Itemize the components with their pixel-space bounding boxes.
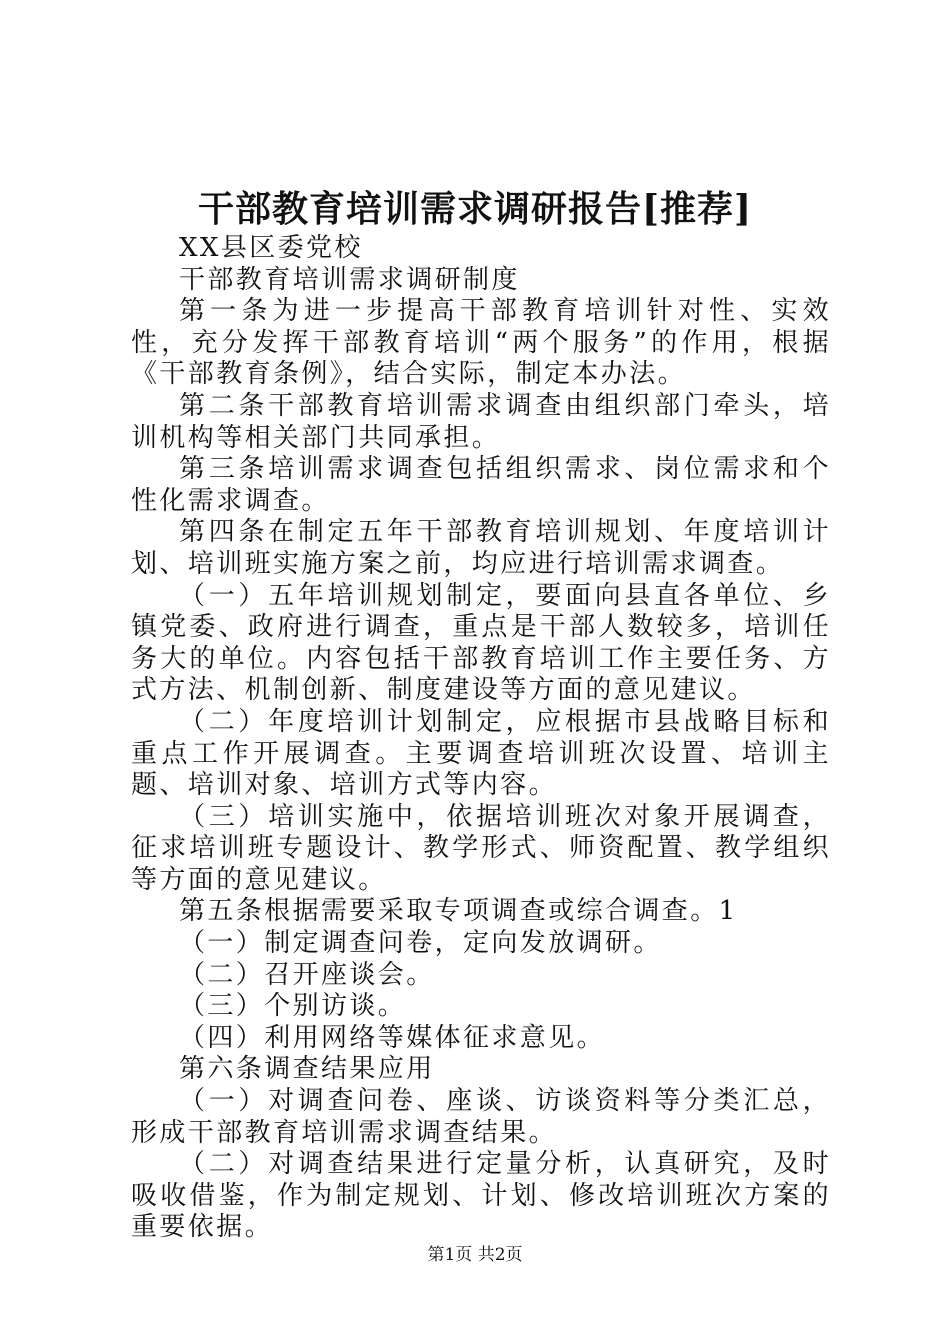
paragraph-article-1: 第一条为进一步提高干部教育培训针对性、实效性，充分发挥干部教育培训“两个服务”的作用，根据《干部教育条例》，结合实际，制定本办法。 bbox=[131, 296, 831, 390]
document-body bbox=[131, 233, 831, 1244]
page-footer: 第1页 共2页 bbox=[427, 1245, 523, 1265]
paragraph-article-5-item-4: （四）利用网络等媒体征求意见。 bbox=[179, 1022, 606, 1053]
paragraph-article-4: 第四条在制定五年干部教育培训规划、年度培训计划、培训班实施方案之前，均应进行培训需求调查。 bbox=[131, 517, 831, 579]
paragraph-article-5-item-3: （三）个别访谈。 bbox=[179, 991, 407, 1022]
paragraph-article-6-item-1: （一）对调查问卷、座谈、访谈资料等分类汇总，形成干部教育培训需求调查结果。 bbox=[131, 1086, 831, 1148]
paragraph-article-3: 第三条培训需求调查包括组织需求、岗位需求和个性化需求调查。 bbox=[131, 454, 831, 516]
document-title: 干部教育培训需求调研报告[推荐] bbox=[197, 188, 753, 230]
paragraph-article-5-item-1: （一）制定调查问卷，定向发放调研。 bbox=[179, 928, 662, 959]
paragraph-article-6: 第六条调查结果应用 bbox=[179, 1054, 435, 1085]
paragraph-article-5-item-2: （二）召开座谈会。 bbox=[179, 959, 435, 990]
paragraph-article-6-item-2: （二）对调查结果进行定量分析，认真研究，及时吸收借鉴，作为制定规划、计划、修改培训班次方案的重要依据。 bbox=[131, 1149, 831, 1243]
paragraph-article-4-item-1: （一）五年培训规划制定，要面向县直各单位、乡镇党委、政府进行调查，重点是干部人数较多，培训任务大的单位。内容包括干部教育培训工作主要任务、方式方法、机制创新、制度建设等方面的意见建议。 bbox=[131, 580, 831, 706]
paragraph-article-2: 第二条干部教育培训需求调查由组织部门牵头，培训机构等相关部门共同承担。 bbox=[131, 390, 831, 453]
paragraph-author: XX县区委党校 bbox=[179, 233, 363, 263]
paragraph-subtitle: 干部教育培训需求调研制度 bbox=[179, 264, 520, 295]
paragraph-article-4-item-3: （三）培训实施中，依据培训班次对象开展调查，征求培训班专题设计、教学形式、师资配置、教学组织等方面的意见建议。 bbox=[131, 801, 831, 895]
paragraph-article-4-item-2: （二）年度培训计划制定，应根据市县战略目标和重点工作开展调查。主要调查培训班次设置、培训主题、培训对象、培训方式等内容。 bbox=[131, 706, 831, 801]
paragraph-article-5: 第五条根据需要采取专项调查或综合调查。1 bbox=[179, 896, 738, 927]
